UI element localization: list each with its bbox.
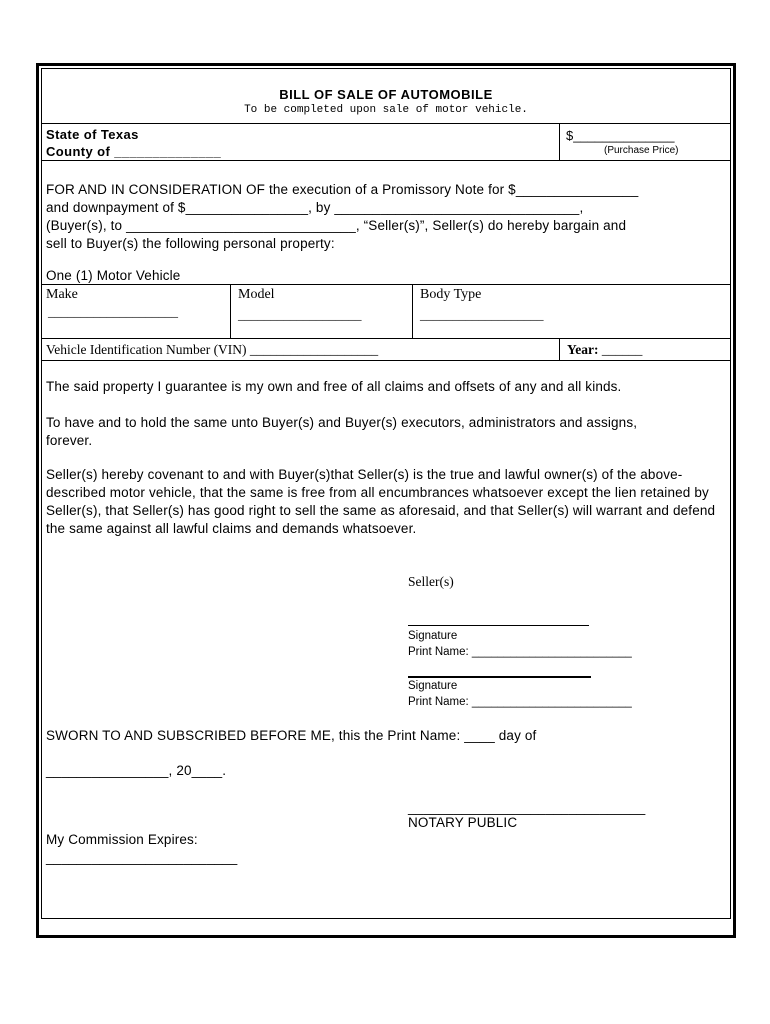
vehicle-table-mid-rule	[41, 338, 731, 339]
commission-expires-label: My Commission Expires:	[46, 832, 198, 847]
vehicle-col-divider-2	[412, 284, 413, 338]
notary-signature-line[interactable]: _______________________________	[408, 800, 646, 815]
covenant-paragraph: Seller(s) hereby covenant to and with Buyer(s)that Seller(s) is the true and lawful owner(s) of the above-described motor vehicle, that the same is free from all encumbrances whatsoever except the lien retained by Seller(s), that Seller(s) has good right to sell the same as aforesaid, and that Seller(s) will warrant and defend the same against all lawful claims and demands whatsoever.	[46, 467, 716, 536]
state-block-top-rule	[41, 123, 731, 124]
guarantee-paragraph: The said property I guarantee is my own and free of all claims and offsets of any and all kinds.	[46, 379, 622, 394]
model-field[interactable]: ___________________	[238, 307, 362, 322]
signature-label-1: Signature	[408, 630, 458, 642]
body-type-field[interactable]: ___________________	[420, 307, 544, 322]
year-blank: ______	[598, 342, 643, 357]
notary-public-label: NOTARY PUBLIC	[408, 815, 518, 830]
print-name-field-1[interactable]: Print Name: _________________________	[408, 646, 632, 658]
commission-expires-field[interactable]: _________________________	[46, 850, 238, 865]
notary-date-field[interactable]: ________________, 20____.	[46, 763, 227, 778]
vehicle-table-bottom-rule	[41, 360, 731, 361]
make-label: Make	[46, 287, 78, 302]
county-field[interactable]: County of ______________	[46, 144, 222, 159]
year-field[interactable]	[567, 342, 642, 358]
document-subtitle: To be completed upon sale of motor vehicle.	[244, 104, 528, 116]
state-block-bottom-rule	[41, 160, 731, 161]
purchase-price-field[interactable]: $______________	[566, 128, 675, 143]
model-label: Model	[238, 287, 275, 302]
consideration-line-2: and downpayment of $________________, by ________________________________,	[46, 200, 584, 215]
make-field[interactable]: ____________________	[48, 304, 178, 319]
vehicle-intro: One (1) Motor Vehicle	[46, 268, 181, 283]
state-label: State of Texas	[46, 127, 139, 142]
body-type-label: Body Type	[420, 287, 482, 302]
print-name-field-2[interactable]: Print Name: _________________________	[408, 696, 632, 708]
sworn-statement: SWORN TO AND SUBSCRIBED BEFORE ME, this the Print Name: ____ day of	[46, 728, 537, 743]
purchase-price-caption: (Purchase Price)	[604, 145, 679, 156]
signature-label-2: Signature	[408, 680, 458, 692]
vin-field[interactable]: Vehicle Identification Number (VIN) ___________________	[46, 342, 379, 357]
year-label: Year:	[567, 342, 599, 357]
vehicle-col-divider-1	[230, 284, 231, 338]
consideration-line-3: (Buyer(s), to ______________________________, “Seller(s)”, Seller(s) do hereby bargain and	[46, 218, 627, 233]
seller-signature-line-2[interactable]	[408, 676, 591, 678]
document-title: BILL OF SALE OF AUTOMOBILE	[279, 87, 493, 102]
sellers-label: Seller(s)	[408, 574, 454, 589]
have-hold-paragraph: To have and to hold the same unto Buyer(s) and Buyer(s) executors, administrators and assigns, forever.	[46, 415, 638, 448]
vehicle-table-top-rule	[41, 284, 731, 285]
consideration-line-4: sell to Buyer(s) the following personal property:	[46, 236, 335, 251]
price-cell-divider	[559, 123, 560, 160]
year-cell-divider	[559, 338, 560, 360]
consideration-line-1: FOR AND IN CONSIDERATION OF the execution of a Promissory Note for $________________	[46, 182, 639, 197]
seller-signature-line-1[interactable]	[408, 625, 589, 626]
